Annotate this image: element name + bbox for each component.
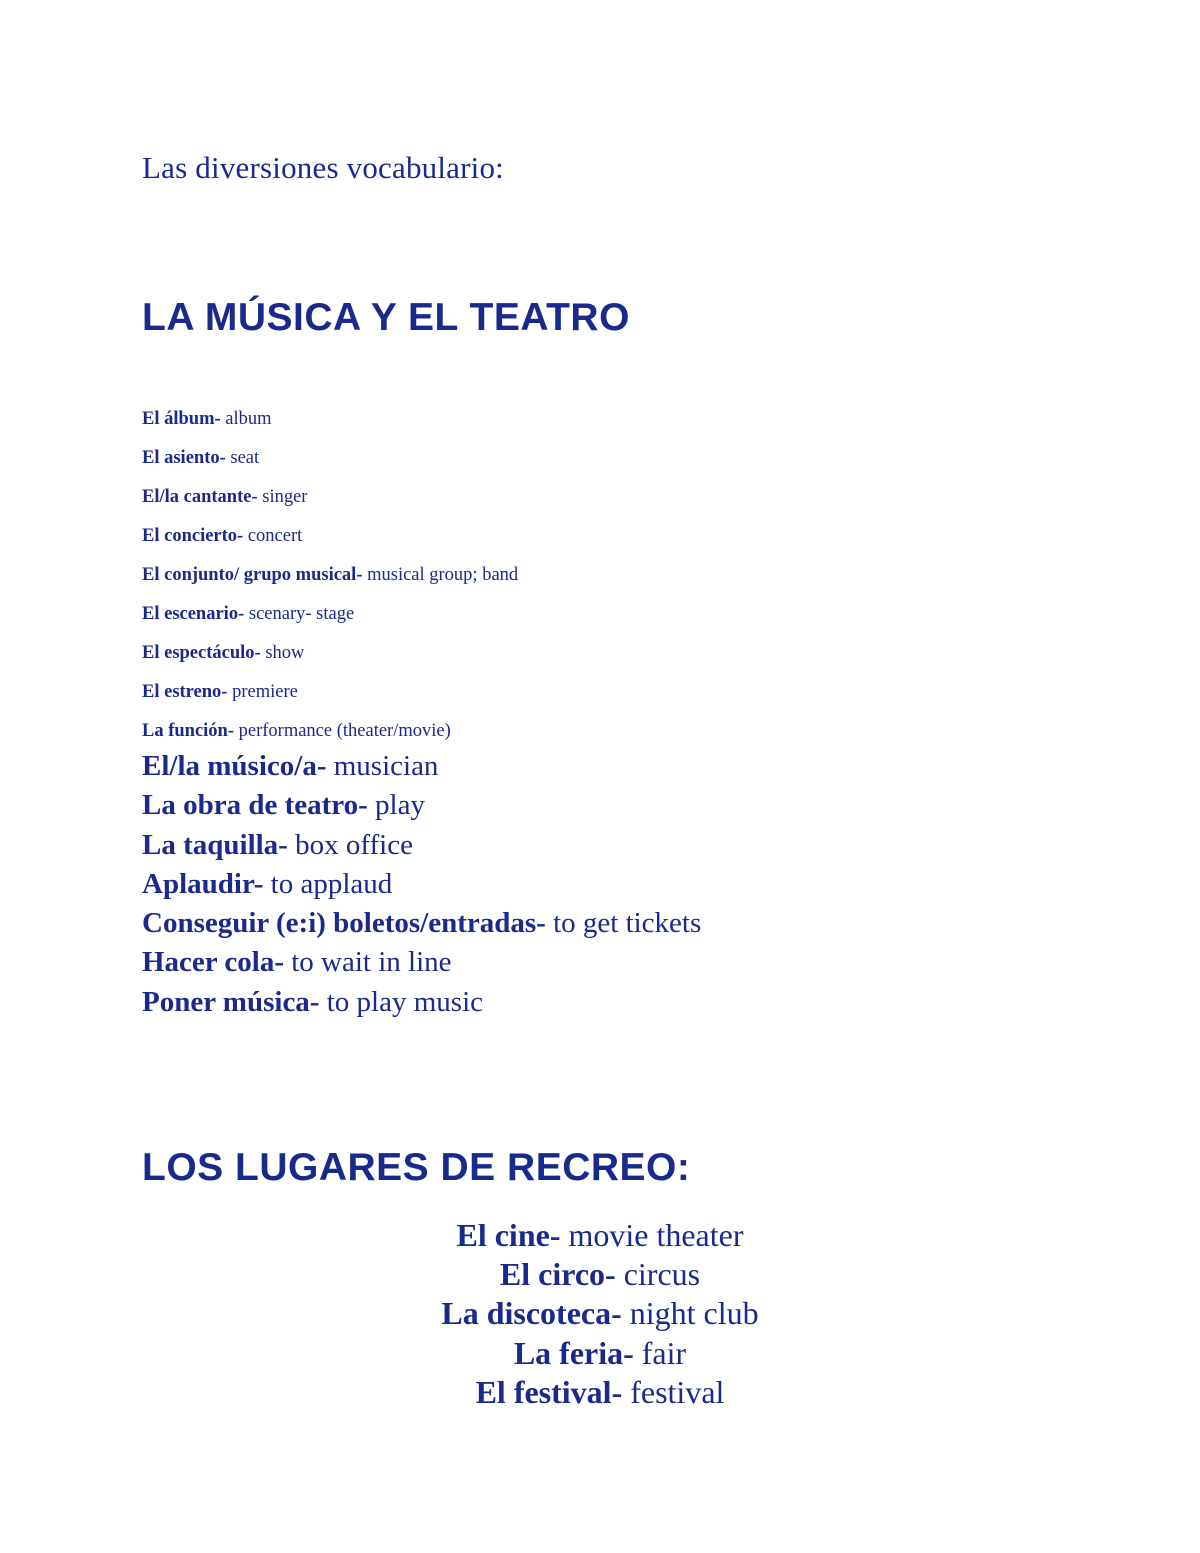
vocab-term: El circo- <box>499 1256 616 1293</box>
vocab-term: La discoteca- <box>441 1295 622 1332</box>
vocab-meaning: seat <box>225 448 260 468</box>
vocab-term: El concierto- <box>142 526 244 546</box>
vocab-term: La taquilla- <box>142 828 288 861</box>
vocab-term: Conseguir (e:i) boletos/entradas- <box>142 907 546 940</box>
vocab-meaning: performance (theater/movie) <box>234 721 451 741</box>
vocab-meaning: singer <box>257 487 308 507</box>
place-item <box>0 1216 1200 1255</box>
vocab-item <box>142 639 701 678</box>
vocab-meaning: premiere <box>227 682 298 702</box>
vocab-term: El festival- <box>475 1373 623 1410</box>
section-heading-lugares-recreo: LOS LUGARES DE RECREO: <box>142 1146 691 1189</box>
vocab-item <box>142 522 701 561</box>
vocab-term: El conjunto/ grupo musical- <box>142 565 363 585</box>
vocab-meaning: play <box>367 789 425 822</box>
vocab-meaning: night club <box>621 1295 759 1332</box>
vocab-meaning: to applaud <box>263 867 393 900</box>
vocab-item <box>142 678 701 717</box>
place-item <box>0 1334 1200 1373</box>
vocab-meaning: show <box>260 643 305 663</box>
document-title: Las diversiones vocabulario: <box>142 150 504 185</box>
vocab-meaning: fair <box>633 1334 687 1371</box>
vocab-meaning: movie theater <box>560 1217 744 1253</box>
vocab-item <box>142 405 701 444</box>
vocab-meaning: scenary- stage <box>244 604 355 624</box>
vocab-term: El espectáculo- <box>142 643 261 663</box>
vocab-term: El escenario- <box>142 604 245 624</box>
place-item <box>0 1294 1200 1333</box>
vocab-meaning: to get tickets <box>545 907 702 940</box>
vocab-meaning: to wait in line <box>283 946 452 979</box>
vocab-list-musica-teatro <box>142 405 701 1022</box>
vocab-term: El asiento- <box>142 448 226 468</box>
vocab-item <box>142 943 701 982</box>
vocab-meaning: box office <box>287 828 413 861</box>
vocab-item <box>142 444 701 483</box>
vocab-meaning: to play music <box>319 985 483 1018</box>
vocab-term: La feria- <box>513 1334 634 1371</box>
vocab-term: La obra de teatro- <box>142 789 368 822</box>
vocab-term: El álbum- <box>142 409 221 429</box>
vocab-item <box>142 904 701 943</box>
vocab-item <box>142 561 701 600</box>
vocab-term: La función- <box>142 721 235 741</box>
vocab-meaning: album <box>220 409 272 429</box>
place-item <box>0 1373 1200 1412</box>
place-item <box>0 1255 1200 1294</box>
vocab-meaning: festival <box>622 1373 725 1410</box>
vocab-item <box>142 865 701 904</box>
vocab-item <box>142 983 701 1022</box>
vocab-term: El cine- <box>456 1217 561 1253</box>
vocab-item <box>142 747 701 786</box>
vocab-item <box>142 786 701 825</box>
vocab-item <box>142 717 701 747</box>
vocab-term: El/la cantante- <box>142 487 258 507</box>
vocab-term: El/la músico/a- <box>142 750 327 782</box>
section-heading-musica-teatro: LA MÚSICA Y EL TEATRO <box>142 296 630 339</box>
vocab-item <box>142 483 701 522</box>
vocab-meaning: circus <box>615 1256 701 1293</box>
vocab-item <box>142 600 701 639</box>
vocab-term: El estreno- <box>142 682 228 702</box>
vocab-meaning: concert <box>243 526 303 546</box>
vocab-term: Hacer cola- <box>142 946 284 979</box>
vocab-list-lugares-recreo <box>0 1216 1200 1412</box>
vocab-term: Poner música- <box>142 985 320 1018</box>
vocab-item <box>142 826 701 865</box>
vocab-meaning: musical group; band <box>362 565 519 585</box>
vocab-term: Aplaudir- <box>142 867 264 900</box>
vocab-meaning: musician <box>326 750 439 782</box>
